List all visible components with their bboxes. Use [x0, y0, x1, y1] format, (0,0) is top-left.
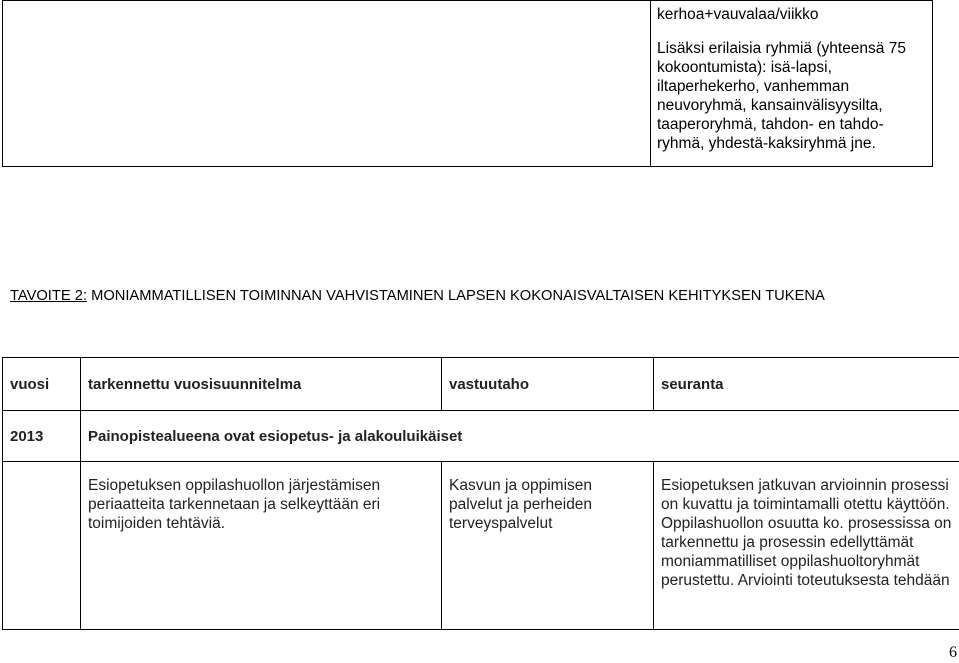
plan-table	[2, 357, 959, 630]
activities-paragraph: Lisäksi erilaisia ryhmiä (yhteensä 75 kokoontumista): isä-lapsi, iltaperhekerho, vanhemman neuvoryhmä, kansainvälisyysilta, taaperoryhmä, tahdon- en tahdo-ryhmä, yhdestä-kaksiryhmä jne.	[657, 40, 906, 152]
year-row	[3, 411, 959, 462]
empty-year-cell	[3, 462, 81, 630]
year-cell: 2013	[3, 411, 81, 462]
year-heading: Painopistealueena ovat esiopetus- ja alakouluikäiset	[81, 411, 959, 462]
table-row	[3, 462, 959, 630]
header-row	[3, 358, 959, 411]
activities-cell	[651, 1, 933, 167]
header-responsible: vastuutaho	[442, 358, 654, 411]
goal-heading	[10, 288, 825, 304]
page-number: 6	[949, 644, 957, 661]
previous-table-fragment	[2, 0, 933, 167]
responsible-cell: Kasvun ja oppimisen palvelut ja perheiden terveyspalvelut	[442, 462, 654, 630]
header-monitoring: seuranta	[654, 358, 959, 411]
header-plan: tarkennettu vuosisuunnitelma	[81, 358, 442, 411]
header-year: vuosi	[3, 358, 81, 411]
activities-line: kerhoa+vauvalaa/viikko	[657, 6, 819, 23]
empty-cell	[3, 1, 651, 167]
goal-label: TAVOITE 2:	[10, 288, 87, 304]
goal-text: MONIAMMATILLISEN TOIMINNAN VAHVISTAMINEN LAPSEN KOKONAISVALTAISEN KEHITYKSEN TUKENA	[87, 288, 825, 304]
monitoring-cell: Esiopetuksen jatkuvan arvioinnin prosessi on kuvattu ja toimintamalli otettu käyttöön. Oppilashuollon osuutta ko. prosessissa on tarkennettu ja prosessin edellyttämät moniammatilliset oppilashuoltoryhmät perustettu. Arviointi toteutuksesta tehdään	[654, 462, 959, 630]
plan-cell: Esiopetuksen oppilashuollon järjestämisen periaatteita tarkennetaan ja selkeyttään eri toimijoiden tehtäviä.	[81, 462, 442, 630]
